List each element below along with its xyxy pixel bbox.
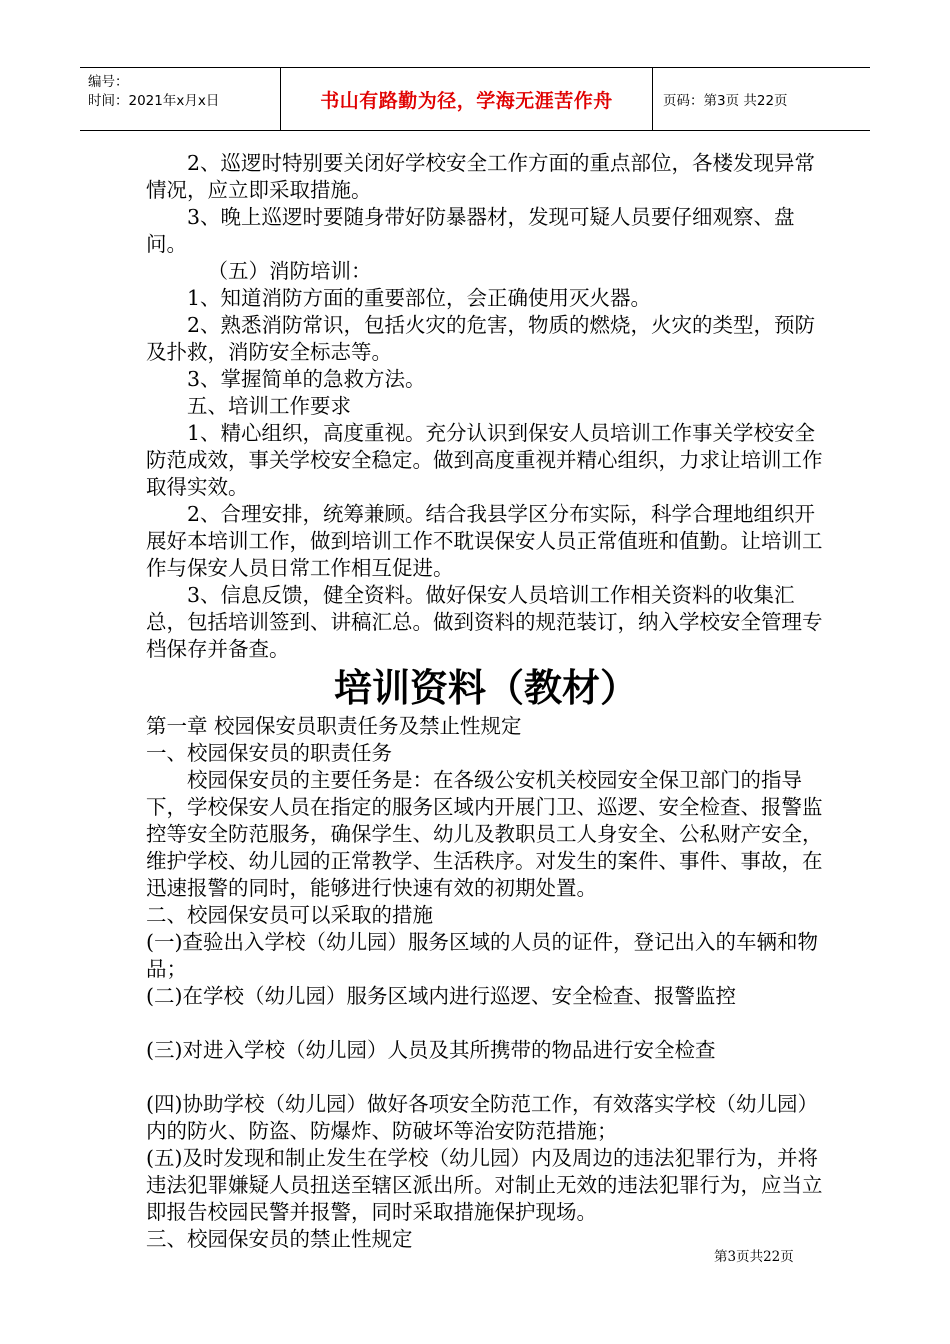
blank-line: [146, 1064, 826, 1091]
document-body: [146, 150, 826, 1253]
header-meta: [80, 68, 280, 130]
header-page-number: 页码：第3页 共22页: [663, 93, 788, 109]
document-number-label: 编号：: [88, 74, 129, 90]
paragraph: 2、合理安排，统筹兼顾。结合我县学区分布实际，科学合理地组织开展好本培训工作，做到培训工作不耽误保安人员正常值班和值勤。让培训工作与保安人员日常工作相互促进。: [146, 502, 823, 580]
paragraph: (一)查验出入学校（幼儿园）服务区域的人员的证件，登记出入的车辆和物品；: [146, 930, 818, 981]
paragraph: （五）消防培训：: [207, 259, 372, 283]
header-motto-cell: [280, 68, 653, 130]
document-date-label: 时间：2021年x月x日: [88, 93, 220, 109]
page-footer: 第3页共22页: [714, 1249, 794, 1265]
paragraph: 第一章 校园保安员职责任务及禁止性规定: [146, 714, 522, 738]
paragraph: 3、晚上巡逻时要随身带好防暴器材，发现可疑人员要仔细观察、盘问。: [146, 205, 795, 256]
paragraph: 五、培训工作要求: [187, 394, 351, 418]
paragraph: (四)协助学校（幼儿园）做好各项安全防范工作，有效落实学校（幼儿园）内的防火、防盗、防爆炸、防破坏等治安防范措施；: [146, 1092, 818, 1143]
paragraph: 1、精心组织，高度重视。充分认识到保安人员培训工作事关学校安全防范成效，事关学校安全稳定。做到高度重视并精心组织，力求让培训工作取得实效。: [146, 421, 823, 499]
paragraph: 二、校园保安员可以采取的措施: [146, 903, 433, 927]
paragraph: (五)及时发现和制止发生在学校（幼儿园）内及周边的违法犯罪行为，并将违法犯罪嫌疑人员扭送至辖区派出所。对制止无效的违法犯罪行为，应当立即报告校园民警并报警，同时采取措施保护现场。: [146, 1146, 823, 1224]
paragraph: 2、巡逻时特别要关闭好学校安全工作方面的重点部位，各楼发现异常情况，应立即采取措施。: [146, 151, 816, 202]
paragraph: (二)在学校（幼儿园）服务区域内进行巡逻、安全检查、报警监控: [146, 984, 736, 1008]
paragraph: 2、熟悉消防常识，包括火灾的危害，物质的燃烧，火灾的类型，预防及扑救，消防安全标志等。: [146, 313, 816, 364]
paragraph: 一、校园保安员的职责任务: [146, 741, 392, 765]
paragraph: 3、掌握简单的急救方法。: [187, 367, 426, 391]
paragraph: (三)对进入学校（幼儿园）人员及其所携带的物品进行安全检查: [146, 1038, 716, 1062]
blank-line: [146, 1010, 826, 1037]
paragraph: 3、信息反馈，健全资料。做好保安人员培训工作相关资料的收集汇总，包括培训签到、讲稿汇总。做到资料的规范装订，纳入学校安全管理专档保存并备查。: [146, 583, 823, 661]
header-motto: 书山有路勤为径，学海无涯苦作舟: [320, 89, 613, 112]
paragraph: 三、校园保安员的禁止性规定: [146, 1227, 413, 1251]
page-header: [80, 67, 870, 131]
section-title: 培训资料（教材）: [333, 666, 638, 710]
paragraph: 校园保安员的主要任务是：在各级公安机关校园安全保卫部门的指导下，学校保安人员在指定的服务区域内开展门卫、巡逻、安全检查、报警监控等安全防范服务，确保学生、幼儿及教职员工人身安全、公私财产安全，维护学校、幼儿园的正常教学、生活秩序。对发生的案件、事件、事故，在迅速报警的同时，能够进行快速有效的初期处置。: [146, 768, 823, 900]
header-page-cell: [653, 68, 870, 130]
paragraph: 1、知道消防方面的重要部位，会正确使用灭火器。: [187, 286, 652, 310]
